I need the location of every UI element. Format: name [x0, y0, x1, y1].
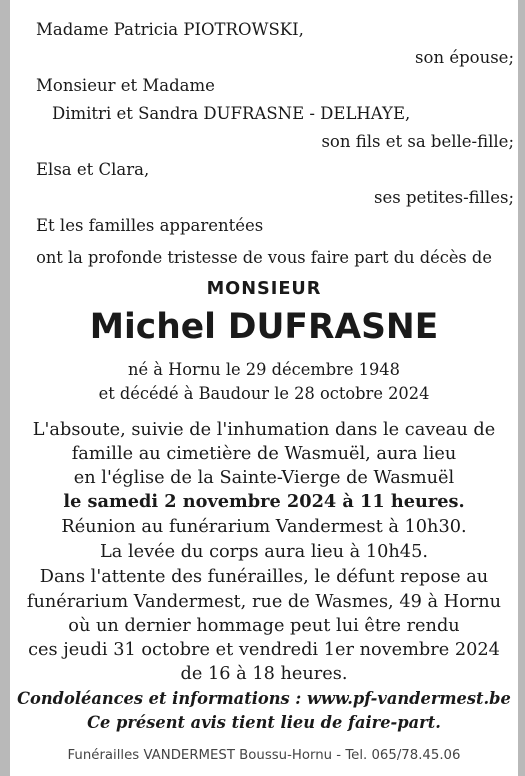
- ceremony-line-5: Réunion au funérarium Vandermest à 10h30.: [61, 516, 467, 537]
- ceremony-line-9: où un dernier hommage peut lui être rendu: [68, 615, 460, 636]
- announcement: ont la profonde tristesse de vous faire part du décès de: [36, 248, 492, 267]
- deceased-name: Michel DUFRASNE: [89, 307, 439, 347]
- right-border: [518, 0, 525, 776]
- ceremony-line-6: La levée du corps aura lieu à 10h45.: [100, 541, 428, 562]
- funeral-home-footer: Funérailles VANDERMEST Boussu-Hornu - Tel. 065/78.45.06: [67, 747, 461, 763]
- ceremony-line-10: ces jeudi 31 octobre et vendredi 1er novembre 2024: [28, 639, 500, 660]
- family-line-6: Elsa et Clara,: [36, 160, 150, 179]
- ceremony-line-11: de 16 à 18 heures.: [180, 663, 348, 684]
- family-line-5: son fils et sa belle-fille;: [321, 132, 514, 151]
- ceremony-date: le samedi 2 novembre 2024 à 11 heures.: [63, 491, 465, 512]
- family-line-8: Et les familles apparentées: [36, 216, 264, 235]
- birth-date: né à Hornu le 29 décembre 1948: [128, 360, 400, 379]
- faire-part-notice: Ce présent avis tient lieu de faire-part.: [87, 713, 441, 732]
- family-line-4: Dimitri et Sandra DUFRASNE - DELHAYE,: [52, 104, 411, 123]
- death-date: et décédé à Baudour le 28 octobre 2024: [98, 384, 430, 403]
- family-line-7: ses petites-filles;: [374, 188, 514, 207]
- obituary-content: [10, 0, 518, 776]
- ceremony-line-1: L'absoute, suivie de l'inhumation dans le caveau de: [32, 419, 496, 440]
- ceremony-line-8: funérarium Vandermest, rue de Wasmes, 49 à Hornu: [26, 591, 502, 612]
- family-line-1: Madame Patricia PIOTROWSKI,: [36, 20, 304, 39]
- title: MONSIEUR: [206, 278, 322, 299]
- ceremony-line-7: Dans l'attente des funérailles, le défunt repose au: [39, 566, 489, 587]
- family-line-3: Monsieur et Madame: [36, 76, 215, 95]
- ceremony-line-2: famille au cimetière de Wasmuël, aura lieu: [71, 443, 457, 464]
- ceremony-line-3: en l'église de la Sainte-Vierge de Wasmuël: [73, 467, 455, 488]
- family-line-2: son épouse;: [415, 48, 514, 67]
- left-border: [0, 0, 10, 776]
- condolences-info: Condoléances et informations : www.pf-vandermest.be: [17, 689, 511, 708]
